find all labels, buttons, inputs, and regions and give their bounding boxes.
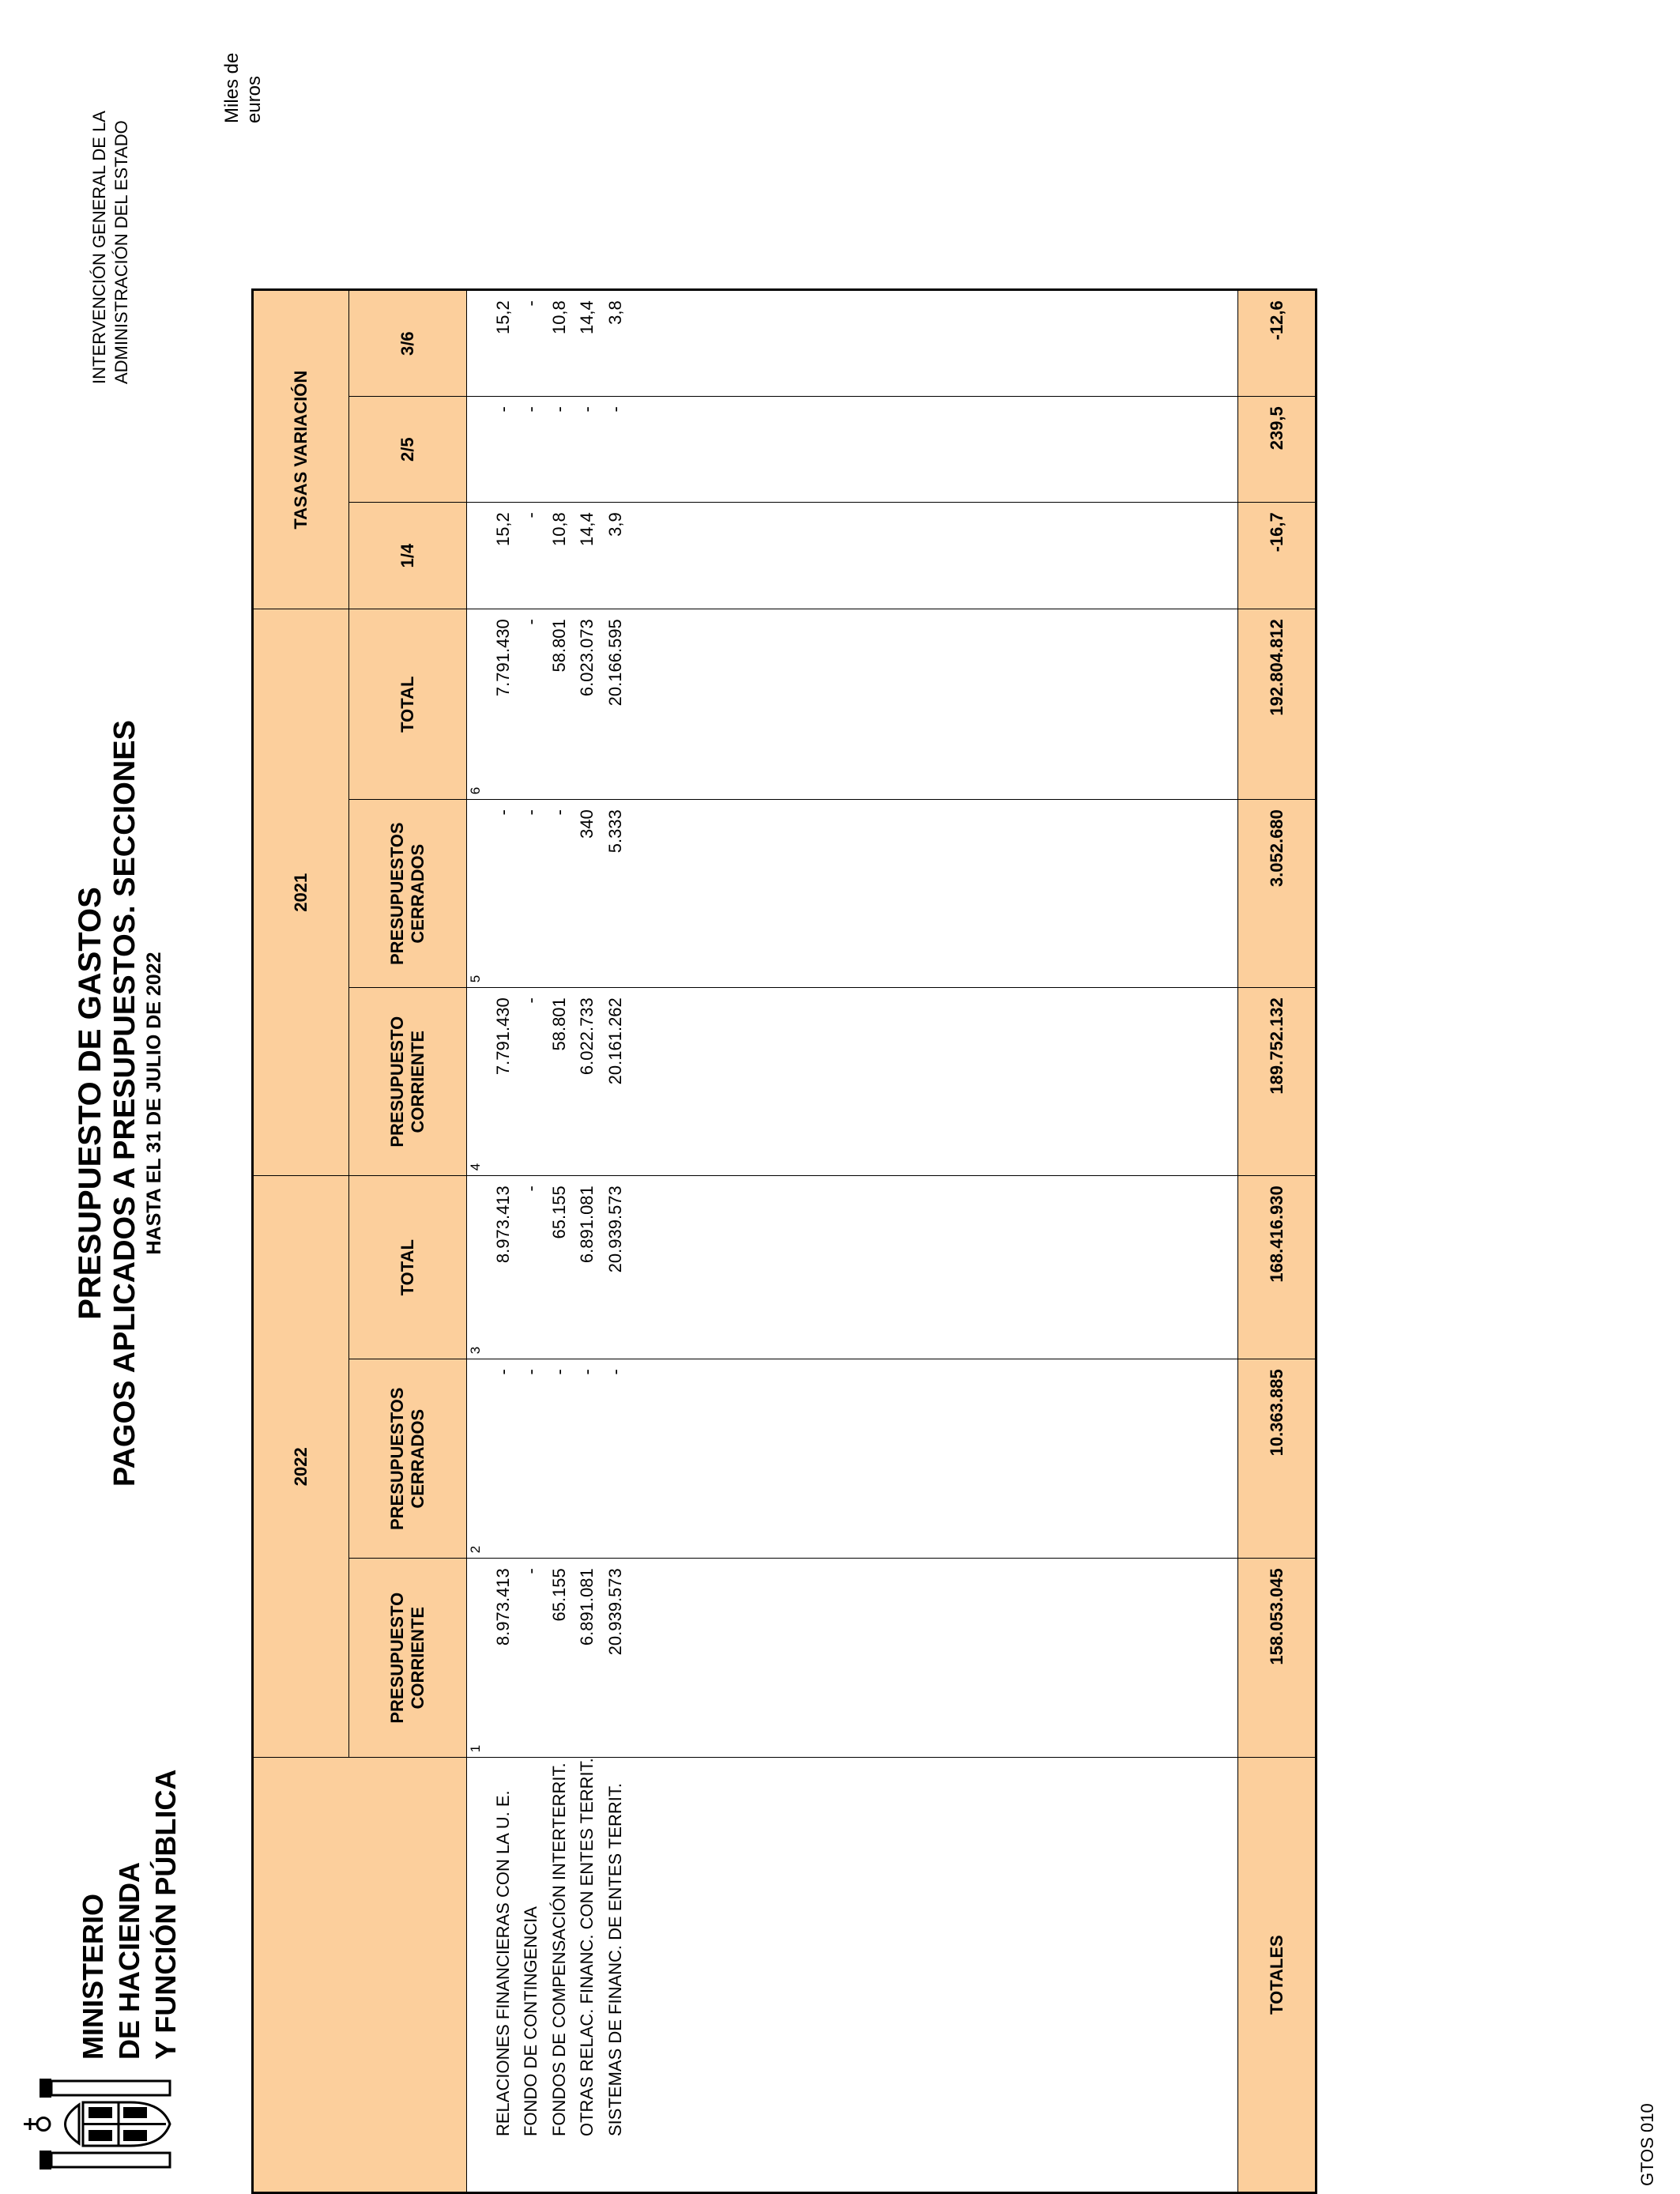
cell-value: 7.791.430 <box>493 619 513 697</box>
cell-value: 65.155 <box>548 1186 569 1239</box>
column-values <box>489 503 629 609</box>
cell-value: 6.022.733 <box>577 997 597 1076</box>
column-header: TOTAL <box>349 609 467 800</box>
cell-value: - <box>521 619 541 625</box>
column-values <box>489 1176 629 1359</box>
column-values <box>489 397 629 502</box>
group-header-2021: 2021 <box>253 609 349 1176</box>
cell-value: 20.939.573 <box>605 1568 625 1656</box>
total-value: 168.416.930 <box>1238 1176 1317 1359</box>
cell-value: 58.801 <box>548 997 569 1051</box>
section-label: FONDO DE CONTINGENCIA <box>521 1906 541 2136</box>
column-number: 1 <box>468 1744 483 1753</box>
column-values <box>489 291 629 396</box>
column-number: 6 <box>468 786 483 795</box>
value-cell <box>467 1176 1238 1359</box>
cell-value: - <box>521 1186 541 1192</box>
footer-code: GTOS 010 <box>1637 2103 1657 2186</box>
cell-value: - <box>548 406 569 413</box>
column-values <box>489 988 629 1175</box>
section-header-cell <box>253 1758 467 2193</box>
report-title: PRESUPUESTO DE GASTOS <box>73 887 107 1320</box>
cell-value: 15,2 <box>493 512 513 547</box>
column-header: PRESUPUESTOS CERRADOS <box>349 800 467 988</box>
totals-row <box>1238 290 1317 2193</box>
value-cell <box>467 800 1238 988</box>
total-value: 10.363.885 <box>1238 1359 1317 1559</box>
cell-value: - <box>493 809 513 816</box>
section-labels-cell <box>467 1758 1238 2193</box>
cell-value: 6.023.073 <box>577 619 597 697</box>
cell-value: 7.791.430 <box>493 997 513 1076</box>
column-number: 2 <box>468 1545 483 1554</box>
report-subtitle: PAGOS APLICADOS A PRESUPUESTOS. SECCIONES <box>108 720 141 1487</box>
cell-value: - <box>521 512 541 518</box>
column-number: 3 <box>468 1346 483 1355</box>
cell-value: - <box>605 406 625 413</box>
total-value: 158.053.045 <box>1238 1559 1317 1758</box>
cell-value: 6.891.081 <box>577 1186 597 1264</box>
cell-value: - <box>521 809 541 816</box>
value-cell <box>467 1359 1238 1559</box>
units-label: Miles de euros <box>221 52 265 123</box>
group-header-tasas: TASAS VARIACIÓN <box>253 290 349 609</box>
group-header-2022: 2022 <box>253 1176 349 1758</box>
column-header: 1/4 <box>349 503 467 609</box>
column-header: PRESUPUESTO CORRIENTE <box>349 988 467 1176</box>
column-header: 2/5 <box>349 397 467 503</box>
cell-value: 10,8 <box>548 512 569 547</box>
ministry-name <box>75 1770 184 2060</box>
cell-value: - <box>493 406 513 413</box>
total-value: 189.752.132 <box>1238 988 1317 1176</box>
column-values <box>489 800 629 987</box>
section-label: RELACIONES FINANCIERAS CON LA U. E. <box>493 1790 513 2136</box>
value-cell <box>467 503 1238 609</box>
agency-line: INTERVENCIÓN GENERAL DE LA <box>89 111 109 384</box>
coat-of-arms-icon <box>16 2075 186 2173</box>
column-header: PRESUPUESTOS CERRADOS <box>349 1359 467 1559</box>
cell-value: - <box>577 406 597 413</box>
section-label: SISTEMAS DE FINANC. DE ENTES TERRIT. <box>605 1783 625 2136</box>
cell-value: - <box>521 300 541 307</box>
value-cell <box>467 397 1238 503</box>
agency-line: ADMINISTRACIÓN DEL ESTADO <box>111 120 131 384</box>
ministry-line: MINISTERIO <box>77 1893 109 2060</box>
payments-table <box>251 288 1317 2194</box>
cell-value: 14,4 <box>577 300 597 335</box>
column-number: 5 <box>468 974 483 983</box>
value-cell <box>467 1559 1238 1758</box>
cell-value: - <box>605 1369 625 1375</box>
total-value: -16,7 <box>1238 503 1317 609</box>
total-value: 3.052.680 <box>1238 800 1317 988</box>
value-cell <box>467 290 1238 397</box>
cell-value: - <box>548 809 569 816</box>
total-value: 239,5 <box>1238 397 1317 503</box>
column-values <box>489 1559 629 1757</box>
cell-value: 65.155 <box>548 1568 569 1622</box>
report-date: HASTA EL 31 DE JULIO DE 2022 <box>143 952 165 1255</box>
agency-name <box>89 111 133 384</box>
totals-label: TOTALES <box>1238 1758 1317 2193</box>
column-number: 4 <box>468 1163 483 1171</box>
cell-value: 20.939.573 <box>605 1186 625 1273</box>
value-cell <box>467 988 1238 1176</box>
cell-value: 20.166.595 <box>605 619 625 707</box>
cell-value: - <box>577 1369 597 1375</box>
report-titles <box>73 708 166 1498</box>
cell-value: - <box>521 1568 541 1574</box>
section-label: FONDOS DE COMPENSACIÓN INTERTERRIT. <box>548 1762 569 2136</box>
cell-value: 8.973.413 <box>493 1186 513 1264</box>
value-cell <box>467 609 1238 800</box>
ministry-line: Y FUNCIÓN PÚBLICA <box>149 1769 182 2060</box>
cell-value: 14,4 <box>577 512 597 547</box>
cell-value: - <box>521 1369 541 1375</box>
ministry-line: DE HACIENDA <box>113 1861 145 2060</box>
cell-value: - <box>521 406 541 413</box>
cell-value: 3,9 <box>605 512 625 537</box>
cell-value: 5.333 <box>605 809 625 854</box>
cell-value: 8.973.413 <box>493 1568 513 1646</box>
section-labels <box>489 1758 629 2192</box>
cell-value: - <box>521 997 541 1004</box>
cell-value: 340 <box>577 809 597 839</box>
total-value: 192.804.812 <box>1238 609 1317 800</box>
cell-value: 3,8 <box>605 300 625 325</box>
column-values <box>489 609 629 799</box>
cell-value: - <box>493 1369 513 1375</box>
section-label: OTRAS RELAC. FINANC. CON ENTES TERRIT. <box>577 1758 597 2136</box>
cell-value: 6.891.081 <box>577 1568 597 1646</box>
column-header: TOTAL <box>349 1176 467 1359</box>
cell-value: - <box>548 1369 569 1375</box>
table-body-row <box>467 290 1238 2193</box>
total-value: -12,6 <box>1238 290 1317 397</box>
cell-value: 15,2 <box>493 300 513 335</box>
column-header: PRESUPUESTO CORRIENTE <box>349 1559 467 1758</box>
column-header: 3/6 <box>349 290 467 397</box>
cell-value: 58.801 <box>548 619 569 673</box>
cell-value: 20.161.262 <box>605 997 625 1085</box>
cell-value: 10,8 <box>548 300 569 335</box>
column-values <box>489 1359 629 1558</box>
